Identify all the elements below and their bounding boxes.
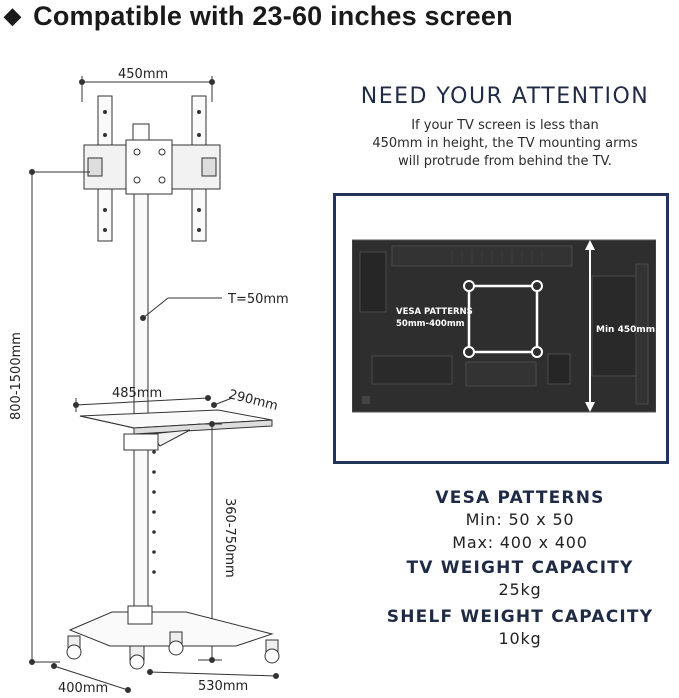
stand-diagram <box>0 40 340 698</box>
spec-vesa-min: Min: 50 x 50 <box>465 510 575 529</box>
base <box>67 606 279 669</box>
spec-list <box>360 488 679 650</box>
label-pole: T=50mm <box>228 292 289 307</box>
label-base-width: 530mm <box>198 679 249 694</box>
pole <box>134 194 148 624</box>
label-shelf-height: 360-750mm <box>222 498 237 578</box>
spec-tv-weight-title: TV WEIGHT CAPACITY <box>406 558 634 578</box>
notice-line: If your TV screen is less than <box>411 118 599 133</box>
vesa-label-line2: 50mm-400mm <box>396 319 465 329</box>
label-shelf-width: 485mm <box>112 386 163 401</box>
notice-line: will protrude from behind the TV. <box>398 154 612 169</box>
spec-tv-weight-value: 25kg <box>498 580 542 599</box>
spec-shelf-weight-title: SHELF WEIGHT CAPACITY <box>386 607 654 627</box>
spec-vesa-title: VESA PATTERNS <box>435 488 605 508</box>
notice-line: 450mm in height, the TV mounting arms <box>372 136 638 151</box>
notice-text <box>340 117 670 171</box>
min-height-label: Min 450mm <box>596 325 656 335</box>
heading-text: Compatible with 23-60 inches screen <box>33 0 513 31</box>
tv-back-illustration <box>352 236 656 416</box>
label-height: 800-1500mm <box>9 332 24 420</box>
notice-title: NEED YOUR ATTENTION <box>360 84 650 109</box>
vesa-bracket <box>84 96 220 241</box>
page-heading <box>4 0 513 34</box>
spec-shelf-weight-value: 10kg <box>498 629 542 648</box>
label-base-depth: 400mm <box>58 681 109 696</box>
attention-notice <box>340 84 670 171</box>
shelf <box>80 410 272 450</box>
vesa-label-line1: VESA PATTERNS <box>396 307 473 317</box>
diamond-bullet-icon: ◆ <box>4 3 22 28</box>
label-top-width: 450mm <box>118 67 169 82</box>
label-shelf-depth: 290mm <box>227 387 280 415</box>
spec-vesa-max: Max: 400 x 400 <box>452 533 588 552</box>
